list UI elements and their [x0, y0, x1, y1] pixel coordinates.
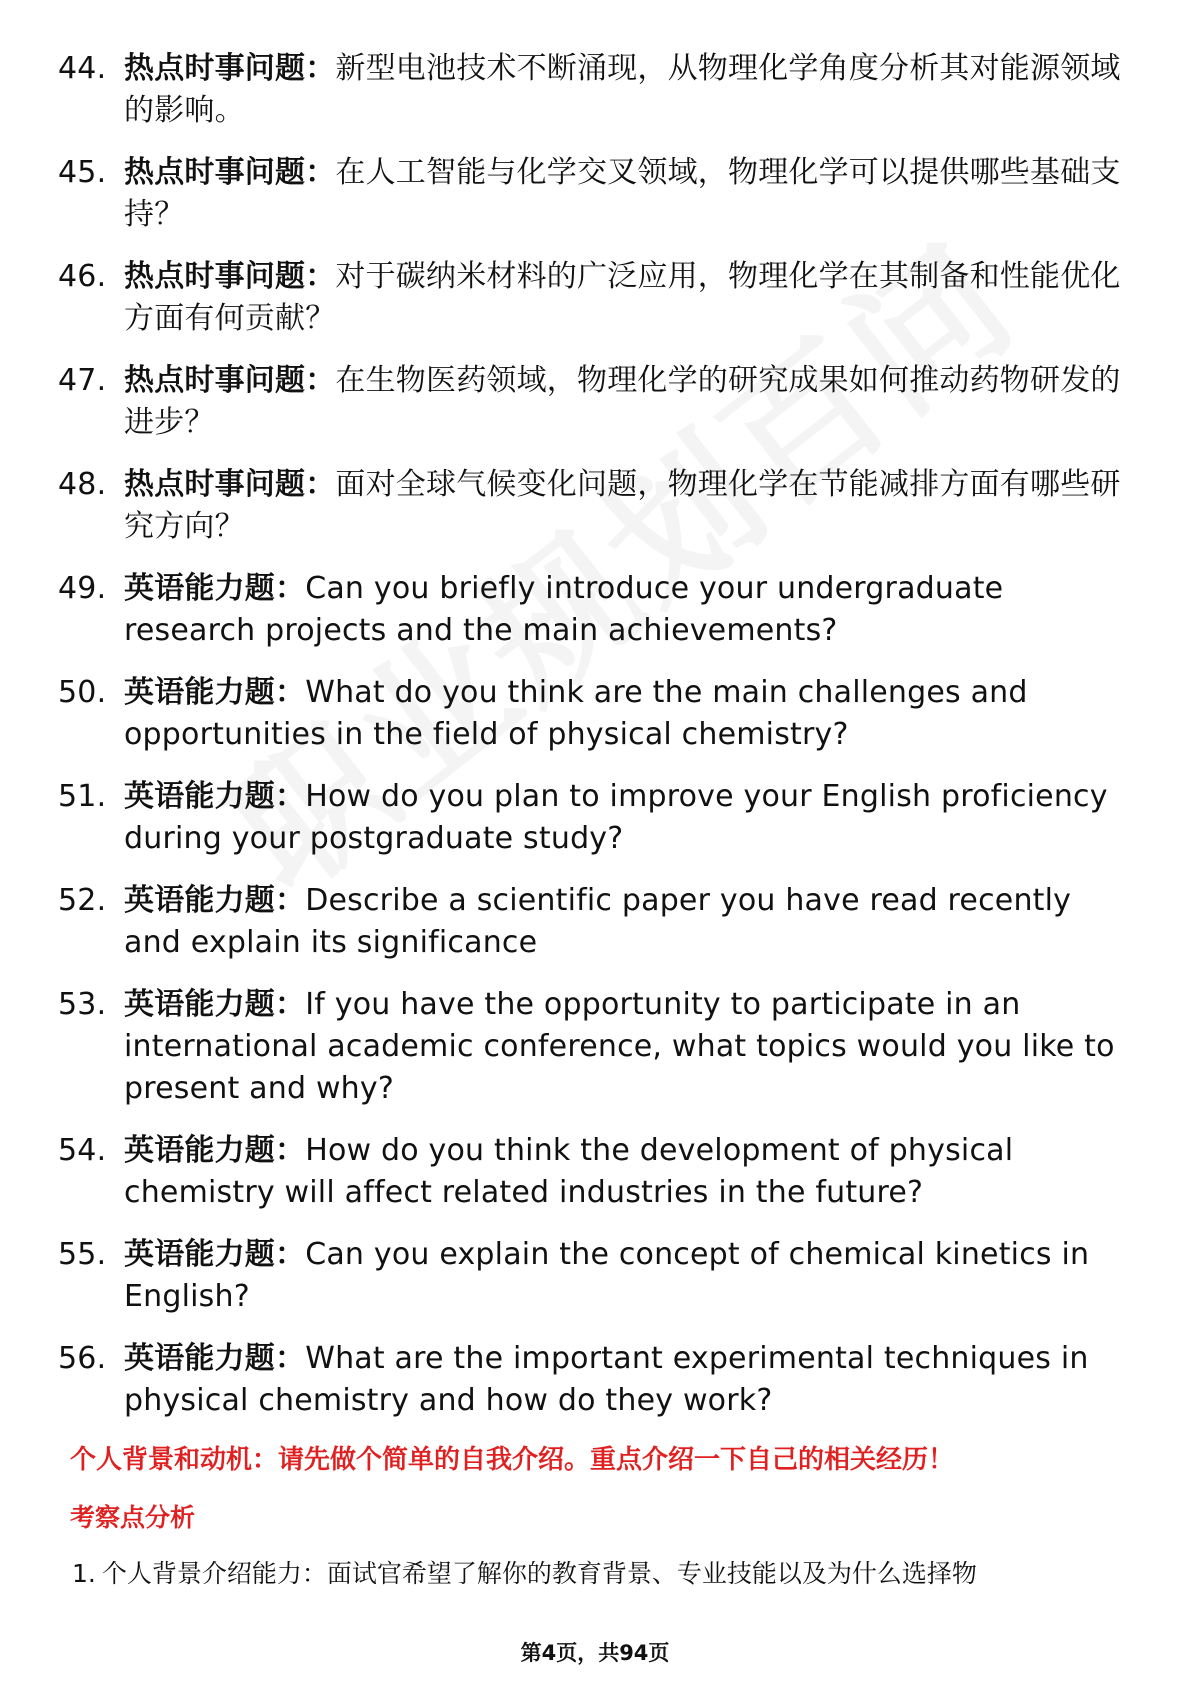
question-item	[58, 1130, 1128, 1214]
question-text: Can you briefly introduce your undergraduate research projects and the main achievements?	[124, 571, 1004, 648]
question-category: 英语能力题：	[124, 883, 306, 918]
question-item	[58, 152, 1128, 236]
question-text: 面对全球气候变化问题，物理化学在节能减排方面有哪些研究方向？	[124, 467, 1121, 544]
analysis-item	[72, 1556, 977, 1592]
question-number: 50.	[58, 675, 107, 710]
analysis-heading: 考察点分析	[70, 1503, 196, 1532]
question-category: 英语能力题：	[124, 1341, 306, 1376]
question-text: Describe a scientific paper you have read recently and explain its significance	[124, 883, 1072, 960]
question-item	[58, 776, 1128, 860]
question-text: If you have the opportunity to participate in an international academic conference, what topics would you like to present and why?	[124, 987, 1115, 1106]
question-category: 英语能力题：	[124, 1237, 306, 1272]
question-item	[58, 568, 1128, 652]
question-text: 在人工智能与化学交叉领域，物理化学可以提供哪些基础支持？	[124, 155, 1121, 232]
page-footer: 第4页，共94页	[520, 1641, 670, 1665]
question-category: 热点时事问题：	[124, 259, 336, 294]
question-text: 在生物医药领域，物理化学的研究成果如何推动药物研发的进步？	[124, 363, 1121, 440]
question-category: 英语能力题：	[124, 675, 306, 710]
question-text: 对于碳纳米材料的广泛应用，物理化学在其制备和性能优化方面有何贡献？	[124, 259, 1121, 336]
question-category: 热点时事问题：	[124, 155, 336, 190]
question-number: 54.	[58, 1133, 107, 1168]
question-text: 新型电池技术不断涌现，从物理化学角度分析其对能源领域的影响。	[124, 51, 1121, 128]
question-category: 热点时事问题：	[124, 51, 336, 86]
question-number: 51.	[58, 779, 107, 814]
question-item	[58, 464, 1128, 548]
question-number: 47.	[58, 363, 107, 398]
question-category: 英语能力题：	[124, 987, 306, 1022]
question-text: What are the important experimental techniques in physical chemistry and how do they work?	[124, 1341, 1089, 1418]
question-list	[58, 48, 1128, 1442]
question-number: 53.	[58, 987, 107, 1022]
question-number: 48.	[58, 467, 107, 502]
question-number: 56.	[58, 1341, 107, 1376]
question-category: 英语能力题：	[124, 1133, 306, 1168]
question-text: Can you explain the concept of chemical kinetics in English?	[124, 1237, 1090, 1314]
question-category: 热点时事问题：	[124, 467, 336, 502]
question-item	[58, 984, 1128, 1110]
question-item	[58, 256, 1128, 340]
analysis-number: 1.	[72, 1559, 96, 1588]
question-category: 热点时事问题：	[124, 363, 336, 398]
question-item	[58, 360, 1128, 444]
question-item	[58, 672, 1128, 756]
question-item	[58, 48, 1128, 132]
analysis-text: 个人背景介绍能力：面试官希望了解你的教育背景、专业技能以及为什么选择物	[101, 1559, 977, 1588]
question-number: 44.	[58, 51, 107, 86]
question-number: 45.	[58, 155, 107, 190]
question-item	[58, 1338, 1128, 1422]
section-title: 个人背景和动机：请先做个简单的自我介绍。重点介绍一下自己的相关经历！	[70, 1445, 955, 1475]
question-text: How do you plan to improve your English proficiency during your postgraduate study?	[124, 779, 1108, 856]
question-item	[58, 1234, 1128, 1318]
question-item	[58, 880, 1128, 964]
question-category: 英语能力题：	[124, 571, 306, 606]
question-number: 46.	[58, 259, 107, 294]
question-number: 55.	[58, 1237, 107, 1272]
question-number: 52.	[58, 883, 107, 918]
question-text: How do you think the development of physical chemistry will affect related industries in the future?	[124, 1133, 1014, 1210]
question-category: 英语能力题：	[124, 779, 306, 814]
question-text: What do you think are the main challenges and opportunities in the field of physical chemistry?	[124, 675, 1028, 752]
question-number: 49.	[58, 571, 107, 606]
